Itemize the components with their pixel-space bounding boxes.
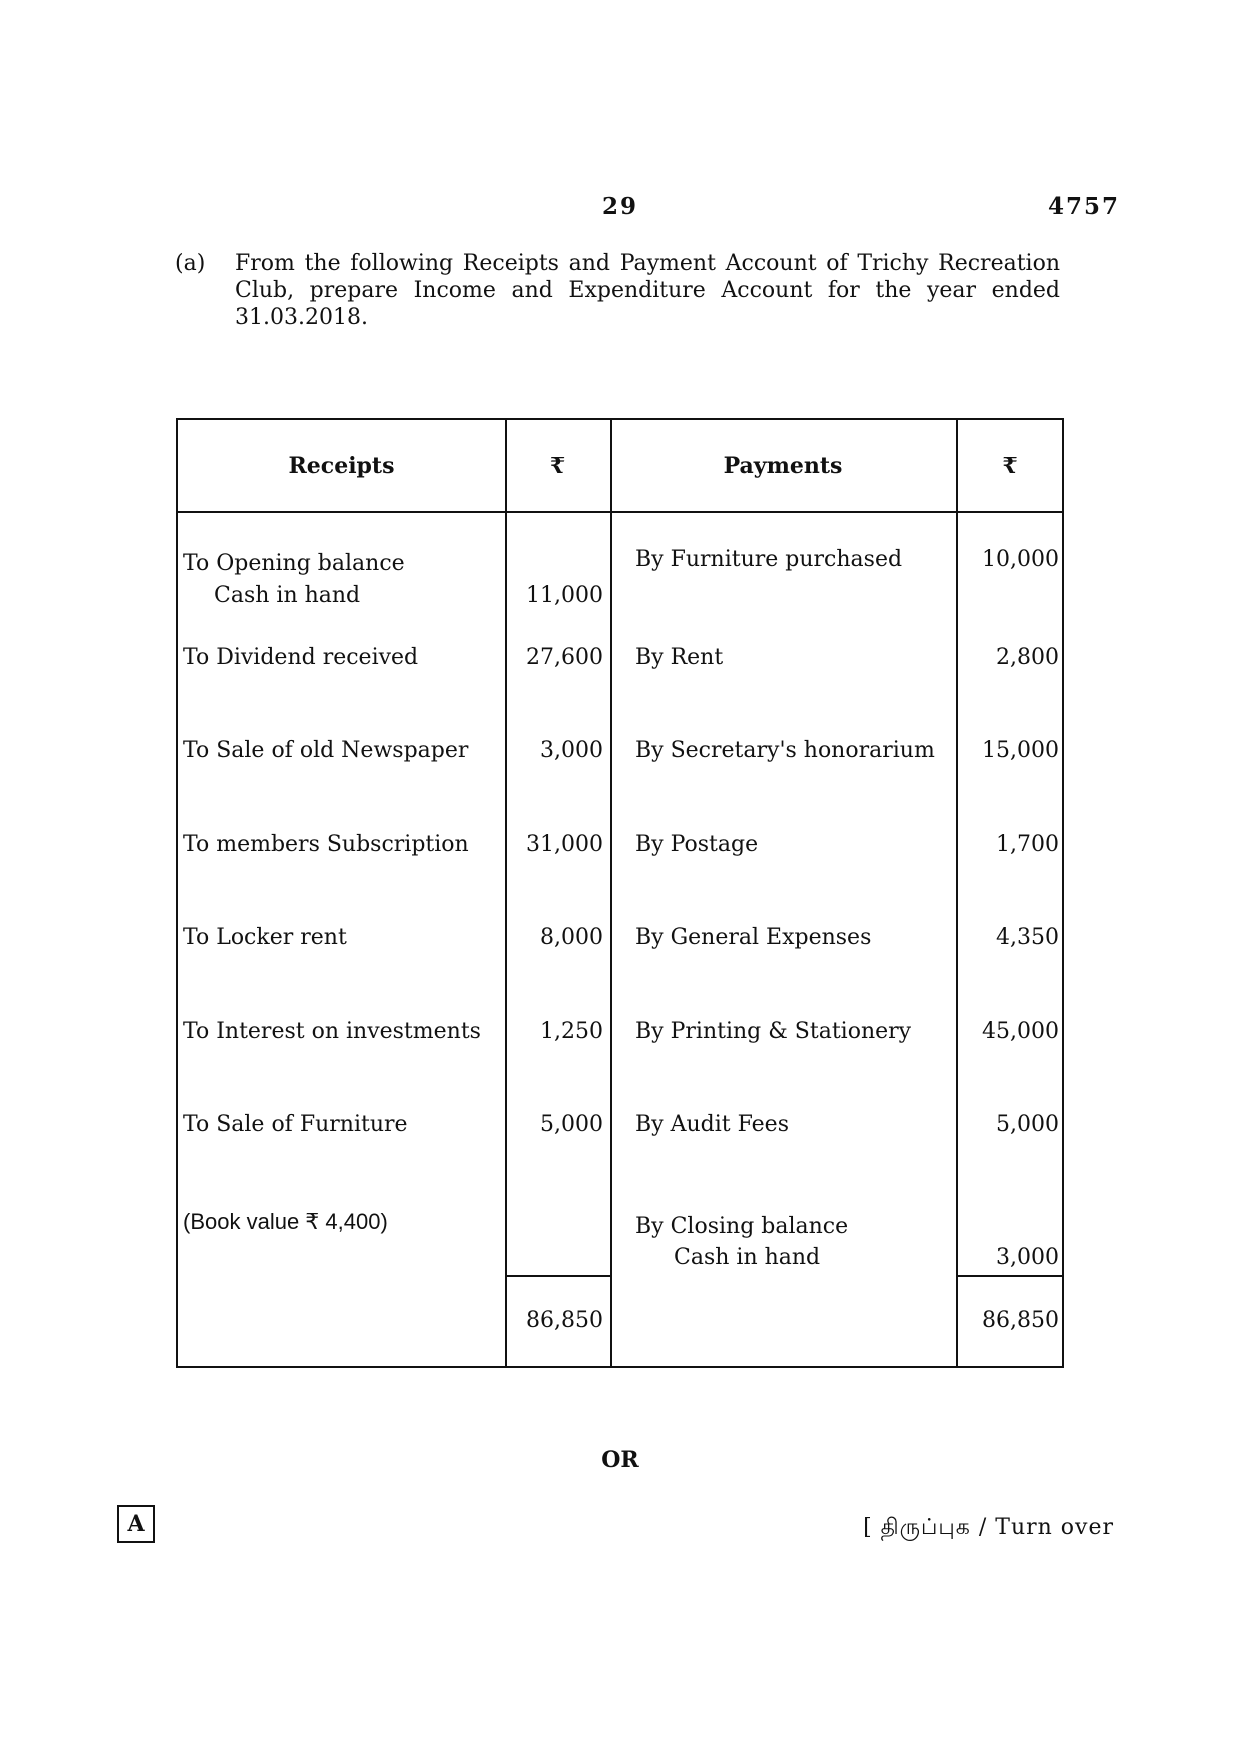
receipt-amount: 5,000 bbox=[540, 1112, 603, 1137]
payment-amount: 10,000 bbox=[982, 547, 1059, 572]
header-divider bbox=[178, 511, 1062, 513]
header-payments: Payments bbox=[723, 453, 843, 479]
receipt-label: To Interest on investments bbox=[183, 1019, 481, 1044]
payment-label: By Furniture purchased bbox=[635, 547, 903, 572]
total-rule-payments bbox=[956, 1275, 1062, 1277]
payment-amount: 1,700 bbox=[996, 832, 1059, 857]
question-line: Club, prepare Income and Expenditure Account for the year ended bbox=[235, 278, 1060, 303]
question-text-block bbox=[175, 250, 1060, 331]
column-divider bbox=[505, 420, 507, 1366]
payment-sublabel: Cash in hand bbox=[674, 1245, 821, 1270]
receipts-payments-table bbox=[176, 418, 1064, 1368]
column-divider bbox=[610, 420, 612, 1366]
receipt-label: To Dividend received bbox=[183, 645, 419, 670]
payment-label: By Printing & Stationery bbox=[635, 1019, 912, 1044]
question-line: 31.03.2018. bbox=[235, 305, 368, 330]
payment-label: By General Expenses bbox=[635, 925, 872, 950]
question-line: From the following Receipts and Payment Account of Trichy Recreation bbox=[235, 251, 1060, 276]
payment-amount: 2,800 bbox=[996, 645, 1059, 670]
total-rule-receipts bbox=[505, 1275, 610, 1277]
payment-label: By Audit Fees bbox=[635, 1112, 789, 1137]
receipt-label: (Book value ₹ 4,400) bbox=[183, 1209, 388, 1234]
payment-label: By Postage bbox=[635, 832, 759, 857]
header-payments-currency: ₹ bbox=[1002, 453, 1018, 479]
header-receipts: Receipts bbox=[288, 453, 395, 479]
payment-label: By Rent bbox=[635, 645, 724, 670]
receipts-total: 86,850 bbox=[526, 1308, 603, 1333]
receipt-label: To Locker rent bbox=[183, 925, 347, 950]
payment-amount: 5,000 bbox=[996, 1112, 1059, 1137]
receipt-amount: 3,000 bbox=[540, 738, 603, 763]
receipt-sublabel: Cash in hand bbox=[214, 583, 361, 608]
receipt-amount: 8,000 bbox=[540, 925, 603, 950]
receipt-label: To Opening balance bbox=[183, 551, 405, 576]
payments-total: 86,850 bbox=[982, 1308, 1059, 1333]
payment-amount: 15,000 bbox=[982, 738, 1059, 763]
page-number: 29 bbox=[601, 193, 638, 220]
payment-amount: 45,000 bbox=[982, 1019, 1059, 1044]
receipt-label: To Sale of Furniture bbox=[183, 1112, 408, 1137]
receipt-amount: 27,600 bbox=[526, 645, 603, 670]
or-separator: OR bbox=[601, 1447, 639, 1473]
receipt-amount: 1,250 bbox=[540, 1019, 603, 1044]
header-receipts-currency: ₹ bbox=[549, 453, 566, 479]
turn-over-note: [ திருப்புக / Turn over bbox=[863, 1515, 1114, 1540]
question-label: (a) bbox=[175, 251, 206, 276]
payment-label: By Closing balance bbox=[635, 1214, 849, 1239]
receipt-label: To members Subscription bbox=[183, 832, 469, 857]
payment-amount: 3,000 bbox=[996, 1245, 1059, 1270]
receipt-amount: 31,000 bbox=[526, 832, 603, 857]
series-letter-box: A bbox=[117, 1505, 155, 1543]
payment-label: By Secretary's honorarium bbox=[635, 738, 935, 763]
receipt-amount: 11,000 bbox=[526, 583, 603, 608]
paper-code: 4757 bbox=[1047, 193, 1120, 220]
receipt-label: To Sale of old Newspaper bbox=[183, 738, 469, 763]
question-text bbox=[235, 250, 1060, 331]
payment-amount: 4,350 bbox=[996, 925, 1059, 950]
